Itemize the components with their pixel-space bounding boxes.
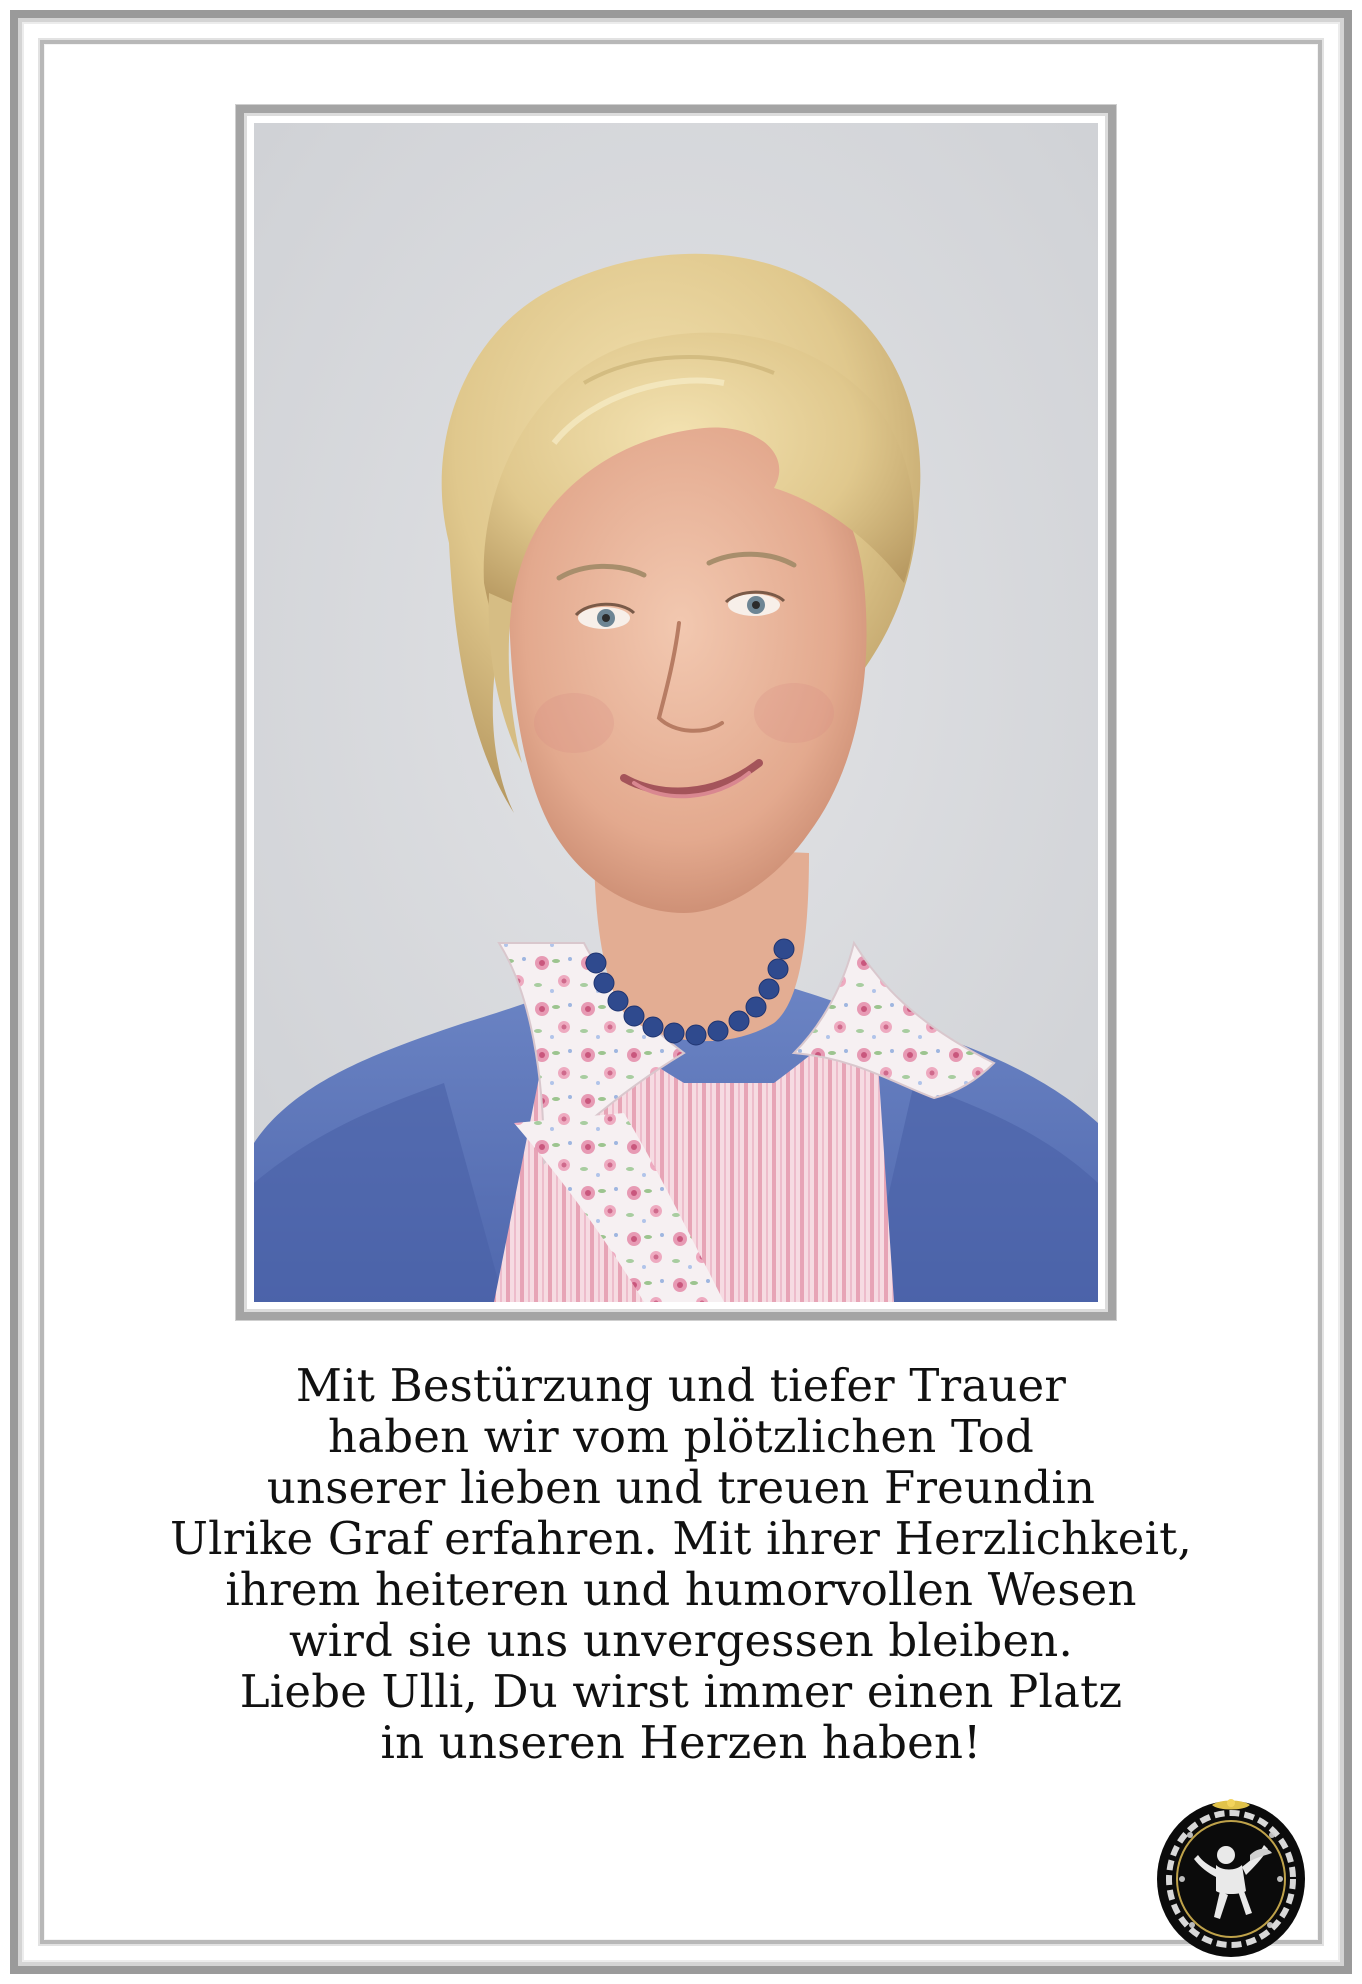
photo-frame: [236, 105, 1116, 1320]
message-line: haben wir vom plötzlichen Tod: [328, 1410, 1034, 1463]
message-line: Mit Bestürzung und tiefer Trauer: [295, 1359, 1067, 1412]
message-line: ihrem heiteren und humorvollen Wesen: [225, 1563, 1137, 1616]
condolence-message: [120, 1360, 1242, 1768]
portrait-photo: [254, 123, 1098, 1302]
message-line: in unseren Herzen haben!: [380, 1716, 982, 1769]
message-line: Ulrike Graf erfahren. Mit ihrer Herzlichkeit,: [170, 1512, 1192, 1565]
message-line: wird sie uns unvergessen bleiben.: [289, 1614, 1073, 1667]
portrait-illustration: [254, 123, 1098, 1302]
putto-emblem-icon: [1150, 1795, 1312, 1960]
message-line: Liebe Ulli, Du wirst immer einen Platz: [239, 1665, 1123, 1718]
message-line: unserer lieben und treuen Freundin: [266, 1461, 1096, 1514]
